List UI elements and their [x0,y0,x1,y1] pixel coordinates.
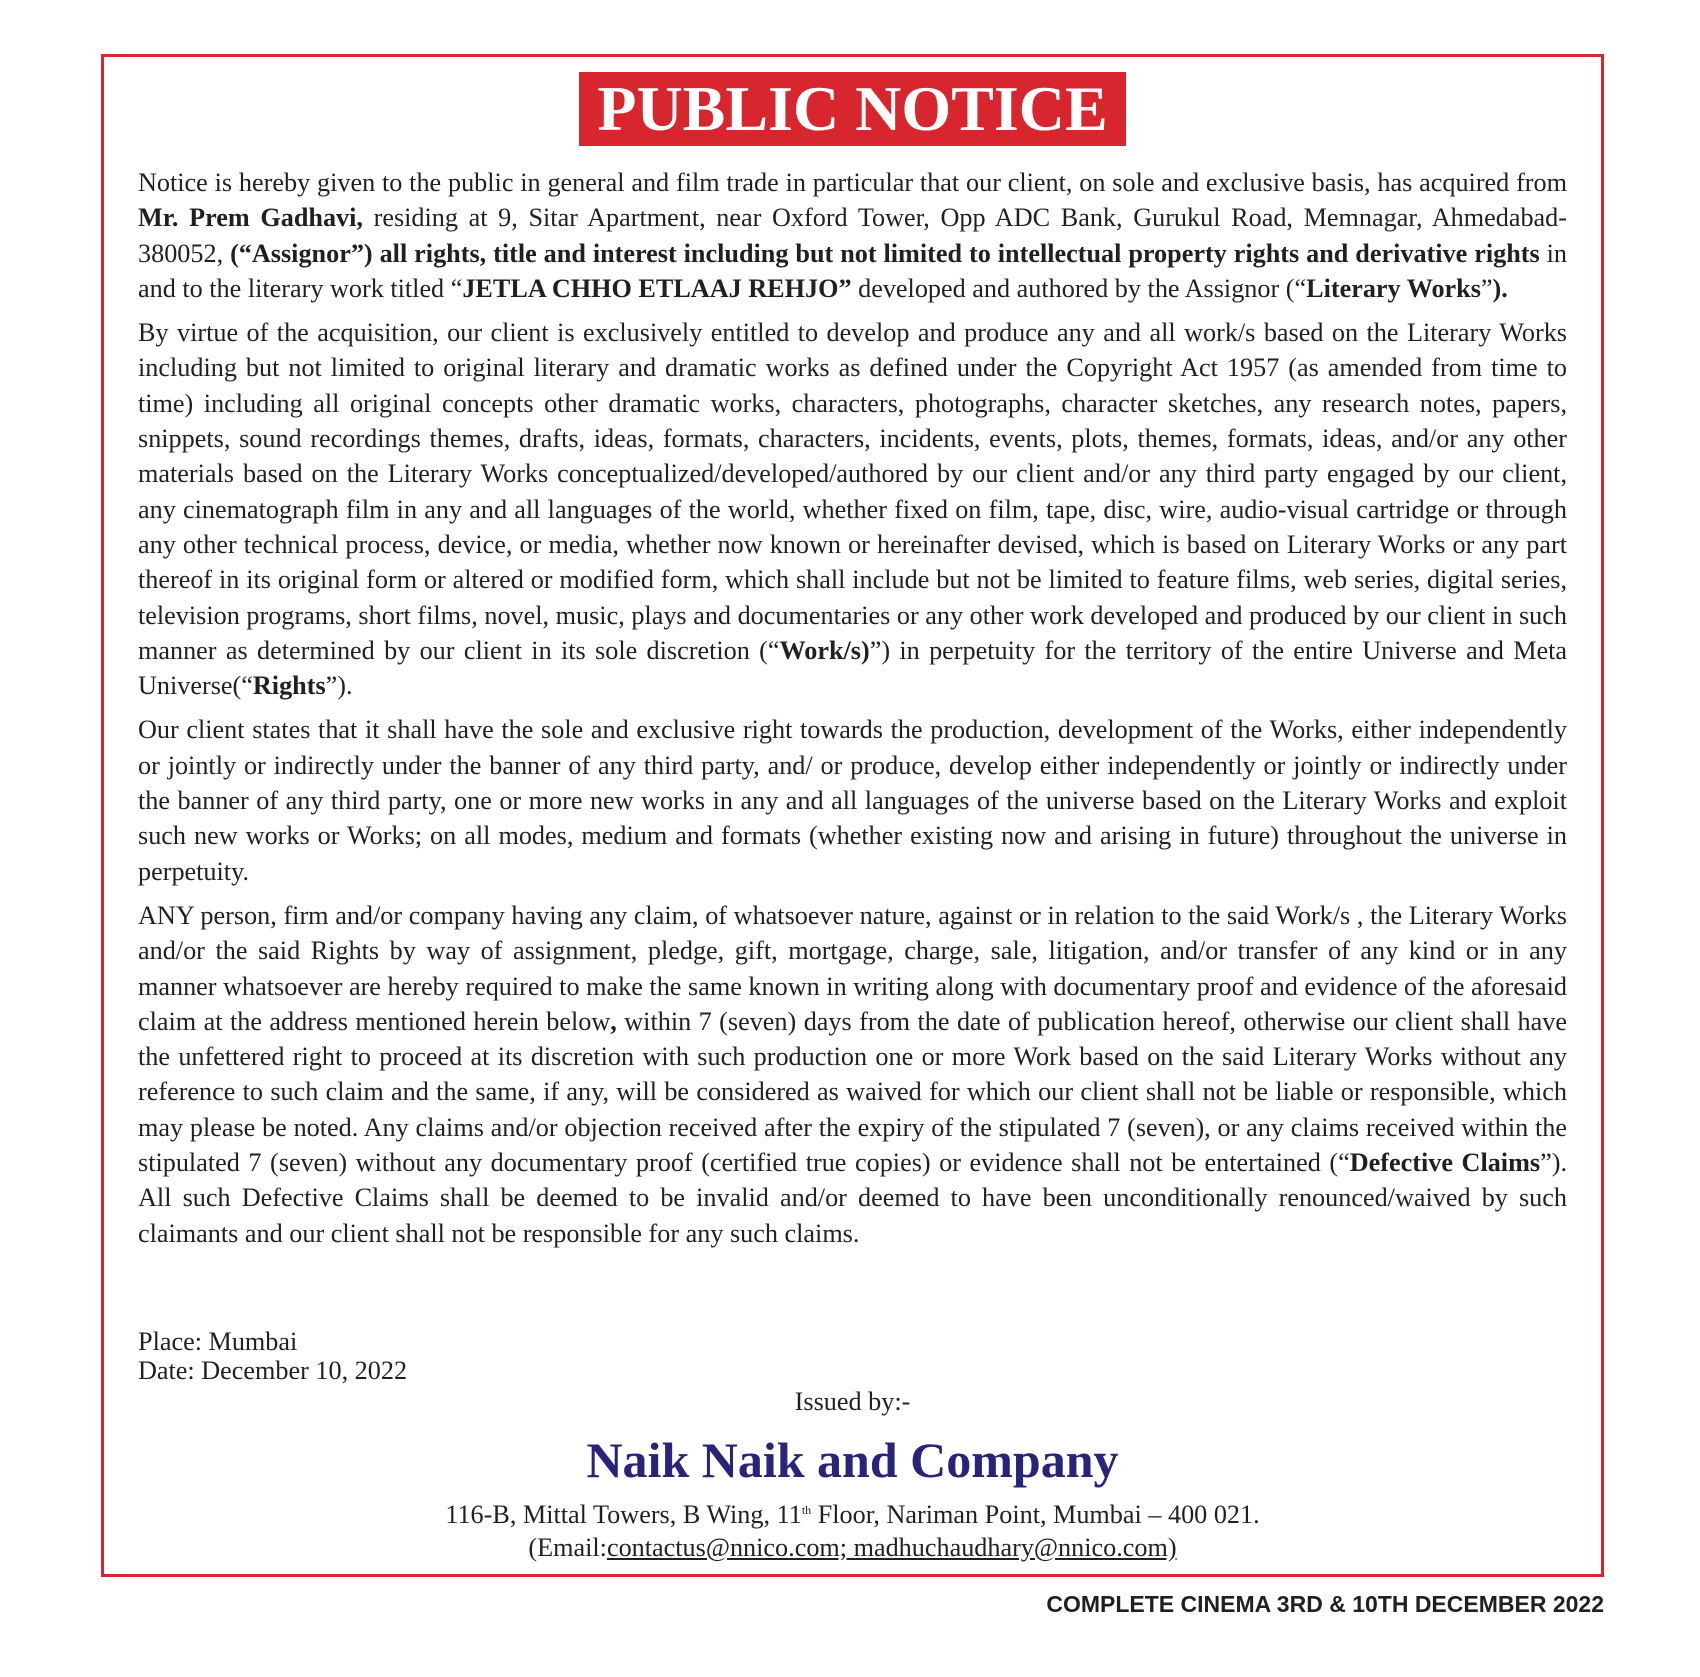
date-line: Date: December 10, 2022 [138,1356,408,1385]
bold-text-run: Defective Claims [1349,1148,1541,1178]
address-text-rest: Floor, Nariman Point, Mumbai – 400 021. [811,1500,1260,1529]
text-run: ”) in perpetuity for the territory of the entire Universe and Meta Universe(“ [138,635,1568,701]
text-run: ”). [325,671,353,701]
notice-title: PUBLIC NOTICE [579,72,1125,146]
bold-text-run: Literary Works [1306,273,1481,303]
bold-text-run: ). [1492,273,1508,303]
address-line [104,1498,1601,1531]
place-line: Place: Mumbai [138,1327,298,1356]
notice-body [138,165,1567,1260]
bold-text-run: Work/s) [779,635,870,665]
text-run: ” [1480,273,1493,303]
text-run: residing at 9, Sitar Apartment, near Oxford Tower, Opp ADC Bank, Gurukul Road, Memnagar, Ahmedabad- 380052, [138,203,1567,268]
email-links[interactable]: contactus@nnico.com; madhuchaudhary@nnico.com) [606,1533,1177,1562]
bold-text-run: Mr. Prem Gadhavi, [138,203,363,233]
bold-text-run: (“Assignor”) all rights, title and interest including but not limited to intellectual property rights and derivative rights [230,238,1540,268]
text-run: By virtue of the acquisition, our client is exclusively entitled to develop and produce any and all work/s based on the Literary Works including but not limited to original literary and dramatic works as defined under the Copyright Act 1957 (as amended from time to time) including all original concepts other dramatic works, characters, photographs, character sketches, any research notes, papers, snippets, sound recordings themes, drafts, ideas, formats, characters, incidents, events, plots, themes, formats, ideas, and/or any other materials based on the Literary Works conceptualized/developed/authored by our client and/or any third party engaged by our client, any cinematograph film in any and all languages of the world, whether fixed on film, tape, disc, wire, audio-visual cartridge or through any other technical process, device, or media, whether now known or hereinafter devised, which is based on Literary Works or any part thereof in its original form or altered or modified form, which shall include but not be limited to feature films, web series, digital series, television programs, short films, novel, music, plays and documentaries or any other work developed and produced by our client in such manner as determined by our client in its sole discretion (“ [138,318,1567,665]
notice-frame [101,54,1604,1577]
issued-by-label: Issued by:- [794,1387,911,1416]
text-run: in and to the literary work titled “ [138,238,1567,303]
address-block [104,1498,1601,1564]
bold-text-run: Rights [252,671,326,701]
publication-footer: COMPLETE CINEMA 3RD & 10TH DECEMBER 2022 [1046,1591,1604,1617]
place-date-block [138,1327,407,1385]
notice-paragraph [138,712,1567,888]
text-run: Notice is hereby given to the public in general and film trade in particular that our client, on sole and exclusive basis, has acquired from [138,168,1567,197]
text-run: ANY person, firm and/or company having any claim, of whatsoever nature, against or in relation to the said Work/s , the Literary Works and/or the said Rights by way of assignment, pledge, gift, mortgage, charge, sale, litigation, and/or transfer of any kind or in any manner whatsoever are hereby required to make the same known in writing along with documentary proof and evidence of the aforesaid claim at the address mentioned herein below [138,900,1567,1036]
bold-text-run: JETLA CHHO ETLAAJ REHJO” [462,273,852,303]
notice-paragraph [138,165,1567,306]
company-name: Naik Naik and Company [586,1432,1119,1488]
text-run: developed and authored by the Assignor (“ [851,273,1307,303]
email-prefix: (Email: [528,1533,607,1562]
address-text: 116-B, Mittal Towers, B Wing, 11 [445,1500,802,1529]
notice-paragraph [138,315,1567,703]
floor-ordinal: th [801,1503,812,1517]
bold-text-run: , [610,1006,617,1036]
text-run: ”). All such Defective Claims shall be deemed to be invalid and/or deemed to have been unconditionally renounced/waived by such claimants and our client shall not be responsible for any such claims. [138,1148,1567,1248]
text-run: within 7 (seven) days from the date of publication hereof, otherwise our client shall have the unfettered right to proceed at its discretion with such production one or more Work based on the said Literary Works without any reference to such claim and the same, if any, will be considered as waived for which our client shall not be liable or responsible, which may please be noted. Any claims and/or objection received after the expiry of the stipulated 7 (seven), or any claims received within the stipulated 7 (seven) without any documentary proof (certified true copies) or evidence shall not be entertained (“ [138,1006,1567,1178]
title-wrap [104,72,1601,146]
notice-paragraph [138,898,1567,1251]
email-line [104,1531,1601,1564]
text-run: Our client states that it shall have the sole and exclusive right towards the production, development of the Works, either independently or jointly or indirectly under the banner of any third party, and/ or produce, develop either independently or jointly or indirectly under the banner of any third party, one or more new works in any and all languages of the universe based on the Literary Works and exploit such new works or Works; on all modes, medium and formats (whether existing now and arising in future) throughout the universe in perpetuity. [138,715,1567,886]
